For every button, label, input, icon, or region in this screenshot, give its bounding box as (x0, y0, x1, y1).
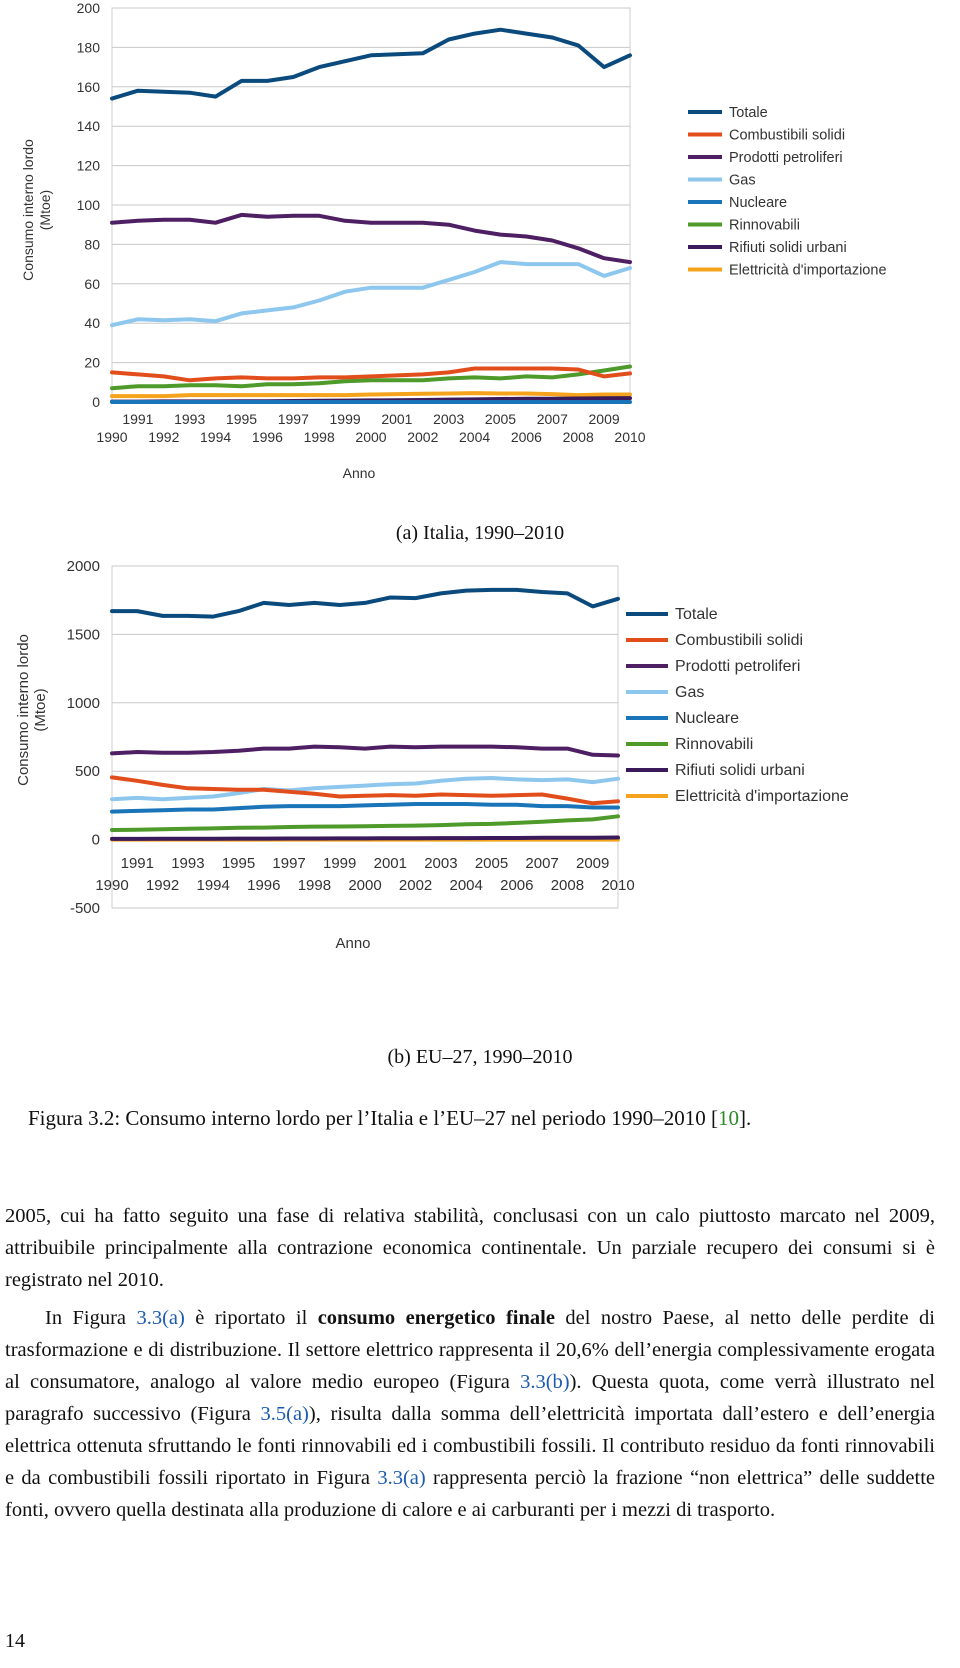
x-tick-label: 2005 (484, 411, 517, 427)
series-line (112, 215, 630, 262)
x-tick-label: 1990 (96, 429, 128, 445)
paragraph-1: 2005, cui ha fatto seguito una fase di relativa stabilità, conclusasi con un calo piuttosto marcato nel 2009, attribuibile principalmente alla contrazione economica continentale. Un parziale recupero dei consumi si è registrato nel 2010. (5, 1205, 935, 1291)
citation-link[interactable]: 10 (717, 1106, 739, 1130)
legend-label: Gas (675, 684, 705, 701)
page-number: 14 (5, 1630, 25, 1652)
legend-label: Prodotti petroliferi (675, 658, 801, 675)
x-tick-label: 1999 (323, 855, 357, 872)
legend-label: Nucleare (675, 710, 740, 727)
x-tick-label: 2004 (459, 429, 491, 445)
x-axis-label: Anno (335, 935, 371, 952)
y-axis-label: (Mtoe) (32, 688, 49, 732)
figure-ref-link[interactable]: 3.5(a) (260, 1403, 309, 1425)
series-line (112, 747, 618, 756)
y-tick-label: 180 (76, 39, 100, 56)
x-tick-label: 2009 (588, 411, 620, 427)
x-tick-label: 1995 (221, 855, 256, 872)
x-tick-label: 1993 (174, 411, 206, 427)
x-tick-label: 1994 (196, 877, 230, 894)
x-tick-label: 2007 (536, 411, 568, 427)
legend-label: Rinnovabili (675, 736, 754, 753)
figure-ref-link[interactable]: 3.3(b) (520, 1371, 570, 1393)
legend-label: Totale (729, 105, 768, 121)
legend-label: Combustibili solidi (675, 632, 804, 649)
y-axis-label: Consumo interno lordo (20, 139, 36, 281)
y-axis-label: Consumo interno lordo (15, 634, 32, 786)
x-tick-label: 1991 (122, 411, 154, 427)
x-tick-label: 1998 (303, 429, 335, 445)
figure-ref-link[interactable]: 3.3(a) (377, 1467, 426, 1489)
y-axis-label: (Mtoe) (37, 189, 53, 231)
series-line (112, 804, 618, 812)
subcaption-a: (a) Italia, 1990–2010 (395, 522, 565, 544)
legend-label: Rifiuti solidi urbani (675, 762, 805, 779)
y-tick-label: 40 (84, 315, 100, 332)
figure-caption: Figura 3.2: Consumo interno lordo per l’Italia e l’EU–27 nel periodo 1990–2010 [10]. (28, 1106, 752, 1130)
x-tick-label: 2004 (449, 877, 483, 894)
x-tick-label: 1992 (145, 877, 180, 894)
y-tick-label: 0 (92, 394, 100, 410)
y-tick-label: 2000 (66, 558, 100, 575)
y-tick-label: 500 (74, 763, 100, 781)
figure-ref-link[interactable]: 3.3(a) (136, 1307, 185, 1329)
series-line (112, 838, 618, 839)
x-tick-label: 1997 (272, 855, 306, 872)
x-tick-label: 1992 (148, 429, 180, 445)
x-tick-label: 2005 (474, 855, 509, 872)
y-tick-label: 160 (76, 78, 100, 95)
x-tick-label: 1993 (171, 855, 205, 872)
legend-label: Prodotti petroliferi (729, 150, 843, 166)
y-tick-label: 120 (76, 157, 100, 174)
x-tick-label: 2001 (373, 855, 407, 872)
x-tick-label: 1996 (247, 877, 281, 894)
y-tick-label: 60 (84, 275, 100, 292)
legend-label: Rinnovabili (729, 217, 800, 234)
x-tick-label: 2003 (424, 855, 458, 872)
x-tick-label: 1991 (120, 855, 154, 872)
x-tick-label: 1999 (329, 411, 361, 427)
x-tick-label: 2006 (500, 877, 534, 894)
legend-label: Elettricità d'importazione (729, 262, 887, 279)
series-line (112, 262, 630, 325)
subcaption-b: (b) EU–27, 1990–2010 (387, 1046, 573, 1068)
y-tick-label: 20 (84, 354, 100, 371)
paragraph-2: In Figura 3.3(a) è riportato il consumo energetico finale del nostro Paese, al netto delle perdite di trasformazione e di distribuzione. Il settore elettrico rappresenta il 20,6% dell’energia complessivamente erogata al consumatore, analogo al valore medio europeo (Figura 3.3(b)). Questa quota, come verrà illustrato nel paragrafo successivo (Figura 3.5(a)), risulta dalla somma dell’elettricità importata dall’estero e dell’energia elettrica ottenuta sfruttando le fonti rinnovabili ed i combustibili fossili. Il contributo residuo da fonti rinnovabili e da combustibili fossili riportato in Figura 3.3(a) rappresenta perciò la frazione “non elettrica” delle suddette fonti, ovvero quella destinata alla produzione di calore e ai carburanti per i mezzi di trasporto. (5, 1307, 935, 1521)
legend-label: Elettricità d'importazione (675, 788, 849, 805)
x-tick-label: 2000 (355, 429, 387, 445)
x-tick-label: 2010 (601, 877, 635, 894)
x-tick-label: 1998 (297, 877, 332, 894)
x-tick-label: 2003 (433, 411, 465, 427)
legend-label: Nucleare (729, 195, 788, 211)
legend-label: Rifiuti solidi urbani (729, 240, 847, 256)
x-tick-label: 1994 (200, 429, 232, 445)
y-tick-label: 1500 (66, 626, 100, 644)
y-tick-label: 200 (76, 0, 100, 16)
series-line (112, 393, 630, 396)
x-tick-label: 2010 (614, 429, 646, 445)
x-tick-label: 2007 (525, 855, 559, 872)
x-tick-label: 2009 (576, 855, 610, 872)
x-tick-label: 2008 (550, 877, 585, 894)
legend-label: Gas (729, 172, 756, 189)
y-tick-label: 100 (76, 197, 100, 213)
y-tick-label: 1000 (66, 694, 100, 712)
legend-label: Combustibili solidi (729, 127, 846, 144)
series-line (112, 30, 630, 99)
series-line (112, 590, 618, 617)
y-tick-label: -500 (69, 900, 100, 917)
x-tick-label: 2008 (562, 429, 594, 445)
x-tick-label: 1990 (95, 877, 129, 894)
x-tick-label: 2002 (398, 877, 433, 894)
chart-eu27 (0, 558, 960, 1080)
legend-label: Totale (675, 606, 718, 623)
x-tick-label: 2006 (510, 429, 542, 445)
x-tick-label: 1997 (277, 411, 309, 427)
x-tick-label: 1995 (225, 411, 258, 427)
chart-italia (0, 0, 960, 560)
y-tick-label: 140 (76, 118, 100, 135)
y-tick-label: 0 (91, 831, 100, 849)
x-axis-label: Anno (342, 465, 376, 481)
x-tick-label: 2001 (381, 411, 413, 427)
x-tick-label: 2002 (407, 429, 439, 445)
series-line (112, 816, 618, 830)
y-tick-label: 80 (84, 236, 100, 253)
x-tick-label: 2000 (348, 877, 382, 894)
x-tick-label: 1996 (251, 429, 283, 445)
